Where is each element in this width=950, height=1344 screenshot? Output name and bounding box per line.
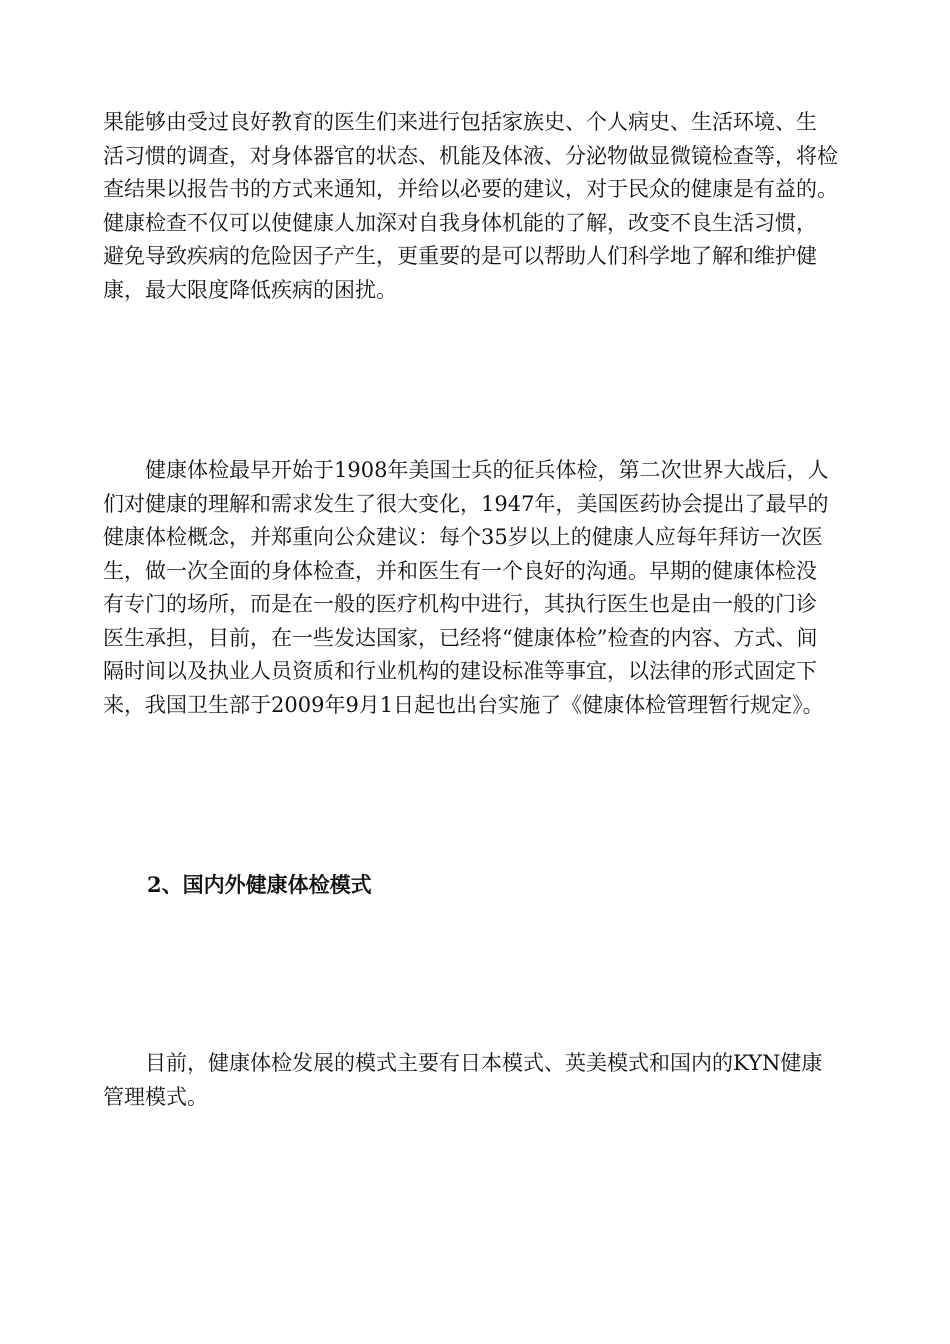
text-line: 果能够由受过良好教育的医生们来进行包括家族史、个人病史、生活环境、生 [103,110,817,134]
text-line: 们对健康的理解和需求发生了很大变化，1947年，美国医药协会提出了最早的 [103,491,829,516]
paragraph-health-check-models [103,1047,863,1114]
text-line: 避免导致疾病的危险因子产生，更重要的是可以帮助人们科学地了解和维护健 [103,244,817,268]
text-line: 有专门的场所，而是在一般的医疗机构中进行，其执行医生也是由一般的门诊 [103,592,817,616]
text-line: 医生承担，目前，在一些发达国家，已经将“健康体检”检查的内容、方式、间 [103,625,818,650]
text-line: 来，我国卫生部于2009年9月1日起也出台实施了《健康体检管理暂行规定》。 [103,692,824,717]
text-line: 健康体检最早开始于1908年美国士兵的征兵体检，第二次世界大战后，人 [103,458,829,482]
text-line: 管理模式。 [103,1084,208,1109]
text-line: 健康体检概念，并郑重向公众建议：每个35岁以上的健康人应每年拜访一次医 [103,525,823,549]
text-line: 目前，健康体检发展的模式主要有日本模式、英美模式和国内的KYN健康 [103,1051,823,1075]
paragraph-health-check-benefits [103,106,863,307]
text-line: 隔时间以及执业人员资质和行业机构的建设标准等事宜，以法律的形式固定下 [103,659,817,683]
text-line: 健康检查不仅可以使健康人加深对自我身体机能的了解，改变不良生活习惯， [103,210,817,235]
text-line: 查结果以报告书的方式来通知，并给以必要的建议，对于民众的健康是有益的。 [103,177,838,201]
paragraph-health-check-history [103,454,863,722]
text-line: 康，最大限度降低疾病的困扰。 [103,277,397,302]
text-line: 生，做一次全面的身体检查，并和医生有一个良好的沟通。早期的健康体检没 [103,558,817,583]
text-line: 活习惯的调查，对身体器官的状态、机能及体液、分泌物做显微镜检查等，将检 [103,143,838,168]
section-heading: 2、国内外健康体检模式 [147,872,372,897]
